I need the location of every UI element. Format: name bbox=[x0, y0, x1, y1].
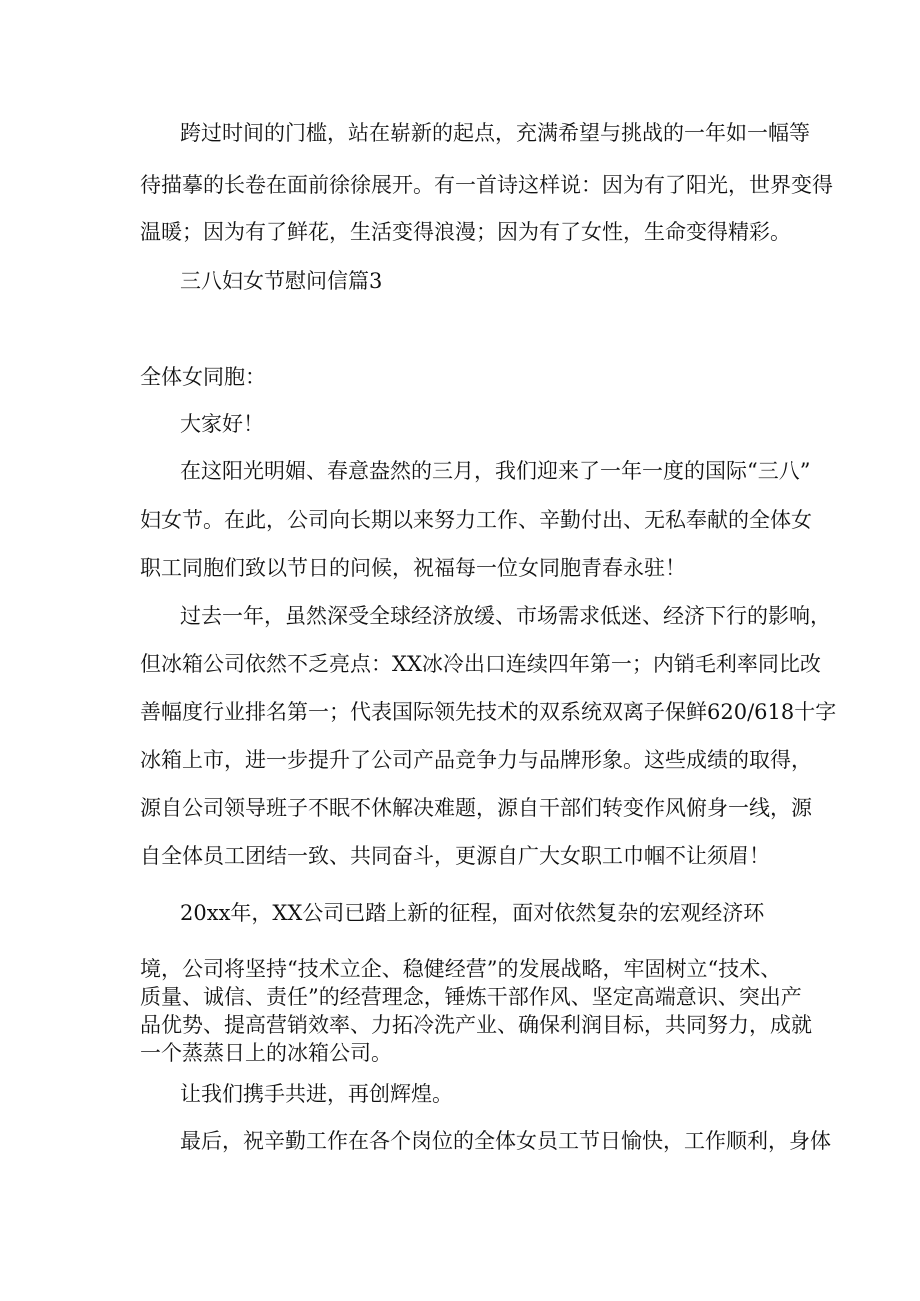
paragraph-3-line-2: 境，公司将坚持“技术立企、稳健经营”的发展战略，牢固树立“技术、 bbox=[140, 957, 782, 981]
salutation: 全体女同胞： bbox=[140, 365, 266, 389]
section-title: 三八妇女节慰问信篇3 bbox=[180, 269, 383, 293]
paragraph-2-line-4: 冰箱上市，进一步提升了公司产品竞争力与品牌形象。这些成绩的取得， bbox=[140, 748, 812, 772]
greeting: 大家好！ bbox=[180, 412, 264, 436]
intro-line-3: 温暖；因为有了鲜花，生活变得浪漫；因为有了女性，生命变得精彩。 bbox=[140, 220, 791, 244]
paragraph-1-line-2: 妇女节。在此，公司向长期以来努力工作、辛勤付出、无私奉献的全体女 bbox=[140, 508, 812, 532]
paragraph-2-line-2: 但冰箱公司依然不乏亮点：XX冰冷出口连续四年第一；内销毛利率同比改 bbox=[140, 652, 821, 676]
paragraph-2-line-6: 自全体员工团结一致、共同奋斗，更源自广大女职工巾帼不让须眉！ bbox=[140, 844, 770, 868]
paragraph-2-line-3: 善幅度行业排名第一；代表国际领先技术的双系统双离子保鲜620/618十字 bbox=[140, 700, 837, 724]
paragraph-3-line-3: 质量、诚信、责任”的经营理念，锤炼干部作风、坚定高端意识、突出产 bbox=[140, 985, 802, 1009]
paragraph-1-line-1: 在这阳光明媚、春意盎然的三月，我们迎来了一年一度的国际“三八” bbox=[180, 459, 811, 483]
intro-line-1: 跨过时间的门槛，站在崭新的起点，充满希望与挑战的一年如一幅等 bbox=[180, 121, 810, 145]
paragraph-2-line-5: 源自公司领导班子不眠不休解决难题，源自干部们转变作风俯身一线，源 bbox=[140, 796, 812, 820]
paragraph-3-line-1: 20xx年，XX公司已踏上新的征程，面对依然复杂的宏观经济环 bbox=[180, 901, 765, 925]
paragraph-3-line-5: 一个蒸蒸日上的冰箱公司。 bbox=[140, 1041, 392, 1065]
paragraph-1-line-3: 职工同胞们致以节日的问候，祝福每一位女同胞青春永驻！ bbox=[140, 556, 686, 580]
paragraph-2-line-1: 过去一年，虽然深受全球经济放缓、市场需求低迷、经济下行的影响， bbox=[180, 604, 831, 628]
paragraph-5-line-1: 最后，祝辛勤工作在各个岗位的全体女员工节日愉快，工作顺利，身体 bbox=[180, 1129, 831, 1153]
intro-line-2: 待描摹的长卷在面前徐徐展开。有一首诗这样说：因为有了阳光，世界变得 bbox=[140, 173, 833, 197]
paragraph-4: 让我们携手共进，再创辉煌。 bbox=[180, 1082, 453, 1106]
paragraph-3-line-4: 品优势、提高营销效率、力拓冷洗产业、确保利润目标，共同努力，成就 bbox=[140, 1013, 812, 1037]
